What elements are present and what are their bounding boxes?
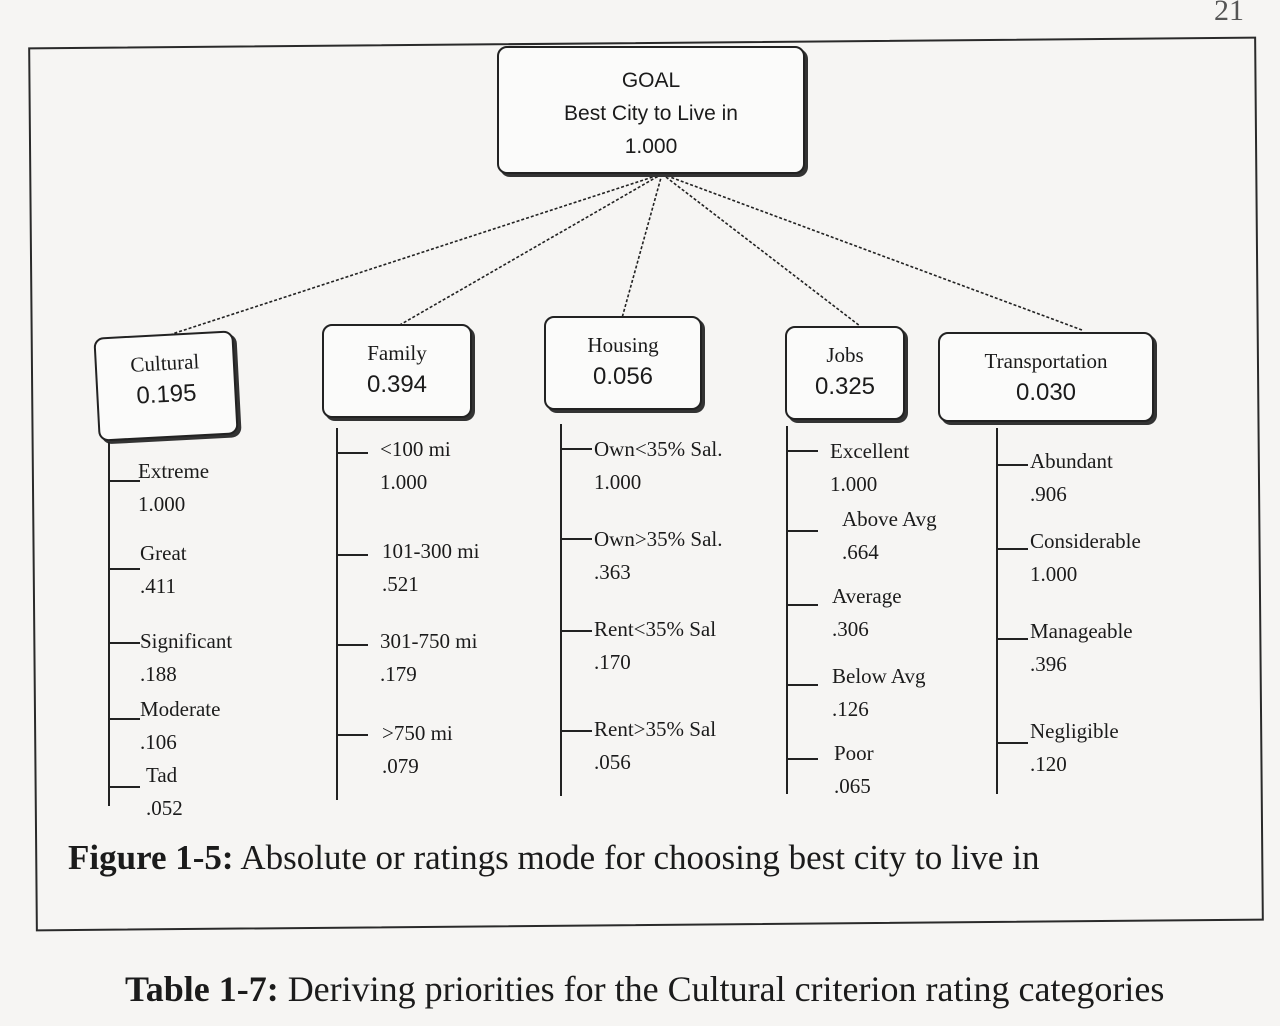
- criterion-name: Family: [367, 341, 427, 365]
- rating-value: 1.000: [594, 470, 642, 494]
- rating-tick: [788, 450, 818, 452]
- rating-value: 1.000: [138, 492, 186, 516]
- criterion-name: Jobs: [826, 343, 864, 367]
- rating-tick: [788, 530, 818, 532]
- table-title: [125, 968, 1164, 1010]
- rating-name: Tad: [146, 763, 178, 787]
- rating-value: .065: [834, 774, 871, 798]
- goal-value: 1.000: [624, 135, 678, 158]
- figure-caption-text: Absolute or ratings mode for choosing best city to live in: [240, 838, 1040, 877]
- rating-tick: [110, 718, 140, 720]
- table-title-label: Table 1-7:: [125, 969, 279, 1009]
- rating-name: Significant: [140, 629, 233, 653]
- rating-tick: [562, 448, 592, 450]
- rating-value: .306: [832, 617, 869, 641]
- connector-cultural: [172, 174, 662, 334]
- rating-tick: [788, 758, 818, 760]
- rating-label: [146, 762, 183, 821]
- criterion-value: 0.394: [366, 371, 428, 398]
- rating-label: [594, 526, 723, 585]
- rating-tick: [788, 684, 818, 686]
- figure-caption: [68, 838, 1039, 878]
- rating-tick: [338, 644, 368, 646]
- rating-label: [832, 583, 902, 642]
- rating-name: >750 mi: [382, 721, 453, 745]
- rating-name: Rent>35% Sal: [594, 717, 717, 741]
- rating-value: .120: [1030, 752, 1067, 776]
- rating-label: [140, 540, 187, 599]
- rating-value: 1.000: [830, 472, 878, 496]
- rating-label: [380, 436, 451, 495]
- rating-value: .056: [594, 750, 631, 774]
- rating-tick: [338, 452, 368, 454]
- rating-name: Abundant: [1030, 449, 1113, 473]
- rating-tick: [998, 742, 1028, 744]
- rating-label: [380, 628, 477, 687]
- rating-label: [382, 538, 479, 597]
- rating-label: [1030, 448, 1113, 507]
- rating-value: .079: [382, 754, 419, 778]
- jobs-ratings-line: [786, 426, 788, 794]
- rating-value: .179: [380, 662, 417, 686]
- goal-subtitle: Best City to Live in: [564, 102, 738, 125]
- criterion-name: Transportation: [984, 349, 1108, 373]
- rating-name: Below Avg: [832, 664, 926, 688]
- rating-tick: [110, 568, 140, 570]
- rating-name: Great: [140, 541, 187, 565]
- criterion-transportation-node: [938, 332, 1154, 422]
- rating-value: 1.000: [1030, 562, 1078, 586]
- connector-housing: [622, 174, 662, 318]
- rating-value: .664: [842, 540, 879, 564]
- rating-label: [140, 628, 232, 687]
- rating-tick: [998, 548, 1028, 550]
- rating-tick: [788, 604, 818, 606]
- rating-label: [1030, 718, 1119, 777]
- rating-value: 1.000: [380, 470, 428, 494]
- connector-transportation: [662, 174, 1082, 330]
- rating-name: Above Avg: [842, 507, 937, 531]
- criterion-value: 0.056: [592, 363, 654, 390]
- rating-name: 101-300 mi: [382, 539, 480, 563]
- criterion-name: Cultural: [129, 349, 200, 377]
- rating-label: [594, 716, 716, 775]
- rating-name: Extreme: [138, 459, 210, 483]
- criterion-value: 0.030: [1015, 379, 1077, 406]
- rating-value: .521: [382, 572, 419, 596]
- criterion-housing-node: [544, 316, 702, 410]
- rating-value: .411: [140, 574, 176, 598]
- rating-name: Own>35% Sal.: [594, 527, 723, 551]
- rating-label: [382, 720, 453, 779]
- rating-tick: [998, 464, 1028, 466]
- rating-value: .170: [594, 650, 631, 674]
- rating-value: .052: [146, 796, 183, 820]
- rating-name: 301-750 mi: [380, 629, 478, 653]
- rating-value: .126: [832, 697, 869, 721]
- rating-label: [830, 438, 909, 497]
- rating-name: Rent<35% Sal: [594, 617, 717, 641]
- rating-name: Moderate: [140, 697, 221, 721]
- rating-value: .363: [594, 560, 631, 584]
- rating-label: [1030, 528, 1141, 587]
- rating-label: [842, 506, 937, 565]
- rating-tick: [998, 638, 1028, 640]
- rating-label: [1030, 618, 1133, 677]
- page-number: 21: [1214, 0, 1244, 27]
- rating-value: .106: [140, 730, 177, 754]
- rating-tick: [338, 734, 368, 736]
- figure-caption-label: Figure 1-5:: [68, 838, 234, 877]
- table-title-text: Deriving priorities for the Cultural criterion rating categories: [287, 969, 1165, 1009]
- rating-tick: [562, 538, 592, 540]
- goal-title: GOAL: [621, 69, 681, 92]
- rating-name: Negligible: [1030, 719, 1119, 743]
- rating-name: Considerable: [1030, 529, 1141, 553]
- criterion-cultural-node: [93, 330, 238, 441]
- criterion-value: 0.195: [135, 379, 198, 410]
- rating-name: <100 mi: [380, 437, 451, 461]
- transportation-ratings-line: [996, 428, 998, 794]
- rating-label: [140, 696, 220, 755]
- rating-label: [594, 436, 723, 495]
- rating-tick: [110, 642, 140, 644]
- rating-name: Excellent: [830, 439, 910, 463]
- rating-value: .396: [1030, 652, 1067, 676]
- rating-name: Poor: [834, 741, 874, 765]
- goal-node: [497, 46, 805, 174]
- rating-value: .906: [1030, 482, 1067, 506]
- rating-name: Own<35% Sal.: [594, 437, 723, 461]
- rating-label: [138, 458, 209, 517]
- rating-tick: [562, 730, 592, 732]
- cultural-ratings-line: [108, 442, 110, 806]
- rating-name: Manageable: [1030, 619, 1133, 643]
- rating-label: [834, 740, 874, 799]
- criterion-family-node: [322, 324, 472, 418]
- rating-tick: [110, 786, 140, 788]
- criterion-jobs-node: [785, 326, 905, 420]
- housing-ratings-line: [560, 424, 562, 796]
- rating-tick: [562, 630, 592, 632]
- connector-jobs: [662, 174, 860, 326]
- rating-label: [832, 663, 926, 722]
- family-ratings-line: [336, 428, 338, 800]
- criterion-value: 0.325: [814, 373, 876, 400]
- rating-label: [594, 616, 716, 675]
- criterion-name: Housing: [587, 333, 659, 357]
- rating-name: Average: [832, 584, 902, 608]
- rating-tick: [110, 480, 140, 482]
- rating-value: .188: [140, 662, 177, 686]
- rating-tick: [338, 554, 368, 556]
- connector-family: [398, 174, 662, 326]
